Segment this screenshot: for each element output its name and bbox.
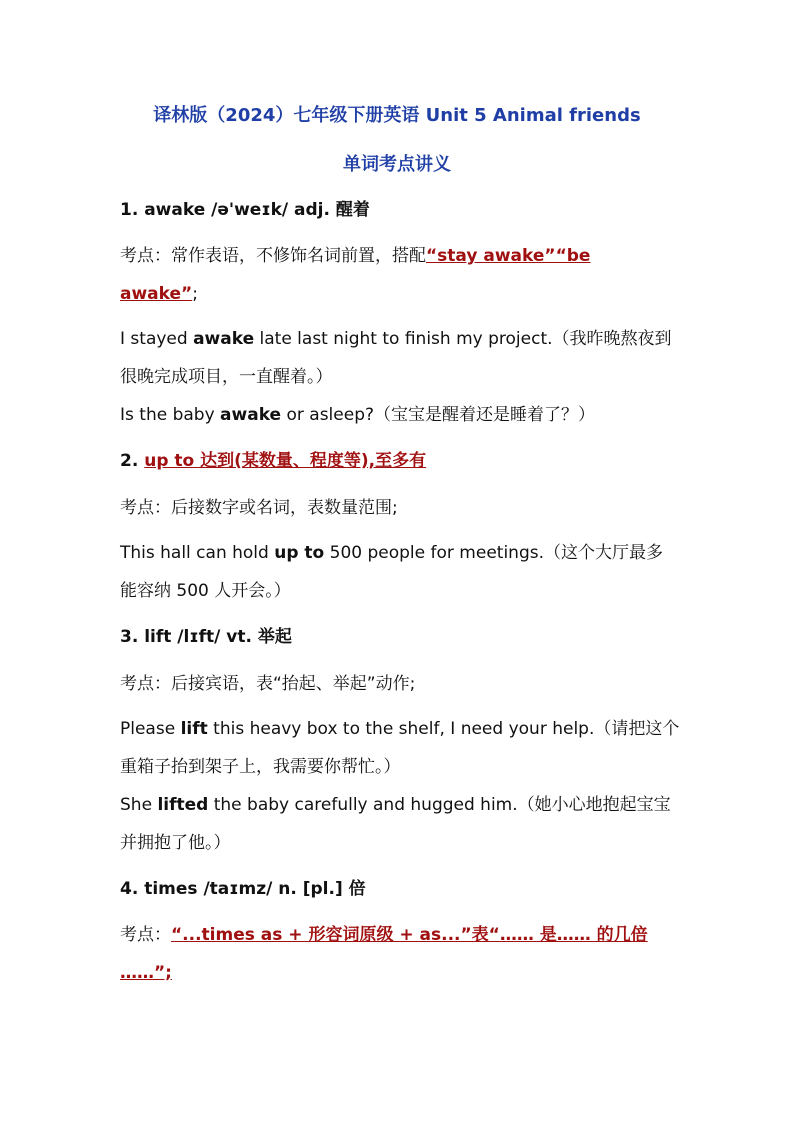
item-1-heading: 1. awake /ə'weɪk/ adj. 醒着 bbox=[120, 200, 370, 220]
example-text: late last night to finish my project.（我昨晚熬夜到 bbox=[254, 329, 672, 349]
item-2-heading bbox=[120, 450, 680, 472]
item-1-example-1 bbox=[120, 328, 680, 350]
example-text: I stayed bbox=[120, 329, 194, 349]
item-1-example-2 bbox=[120, 404, 680, 426]
example-keyword: lifted bbox=[157, 795, 209, 815]
example-text: Is the baby bbox=[120, 405, 221, 425]
item-1-collocation: “stay awake”“be bbox=[426, 246, 591, 266]
example-keyword: up to bbox=[274, 543, 325, 563]
item-2-phrase: up to 达到(某数量、程度等),至多有 bbox=[144, 451, 427, 471]
item-2-point: 考点：后接数字或名词，表数量范围; bbox=[120, 498, 398, 518]
item-2-example-1-cont: 能容纳 500 人开会。） bbox=[120, 581, 291, 601]
example-text: the baby carefully and hugged him.（她小心地抱起宝宝 bbox=[208, 795, 671, 815]
document-title: 译林版（2024）七年级下册英语 Unit 5 Animal friends bbox=[153, 105, 641, 126]
item-4-heading: 4. times /taɪmz/ n. [pl.] 倍 bbox=[120, 879, 366, 899]
item-3-heading: 3. lift /lɪft/ vt. 举起 bbox=[120, 627, 292, 647]
example-keyword: lift bbox=[180, 719, 208, 739]
example-text: 500 people for meetings.（这个大厅最多 bbox=[324, 543, 663, 563]
item-4-point-line-2 bbox=[120, 962, 680, 984]
example-text: This hall can hold bbox=[120, 543, 275, 563]
example-text: or asleep?（宝宝是醒着还是睡着了？） bbox=[281, 405, 596, 425]
document-subtitle: 单词考点讲义 bbox=[343, 154, 451, 175]
item-1-point-line-2 bbox=[120, 283, 680, 305]
example-keyword: awake bbox=[220, 405, 282, 425]
item-4-point-prefix: 考点： bbox=[120, 925, 171, 945]
item-4-pattern: “...times as + 形容词原级 + as...”表“…… 是…… 的几倍 bbox=[171, 925, 648, 945]
item-1-point-suffix: ; bbox=[192, 284, 198, 304]
item-3-example-2-cont: 并拥抱了他。） bbox=[120, 833, 231, 853]
item-1-collocation-cont: awake” bbox=[120, 284, 193, 304]
item-3-example-2 bbox=[120, 794, 680, 816]
item-4-pattern-cont: ……”; bbox=[120, 963, 172, 983]
item-3-example-1-cont: 重箱子抬到架子上，我需要你帮忙。） bbox=[120, 757, 401, 777]
example-keyword: awake bbox=[193, 329, 255, 349]
item-1-point-line-1 bbox=[120, 245, 680, 267]
item-1-point-prefix: 考点：常作表语，不修饰名词前置，搭配 bbox=[120, 246, 426, 266]
item-2-example-1 bbox=[120, 542, 680, 564]
item-4-point-line-1 bbox=[120, 924, 680, 946]
item-3-example-1 bbox=[120, 718, 680, 740]
example-text: She bbox=[120, 795, 158, 815]
item-2-number: 2. bbox=[120, 451, 145, 471]
item-3-point: 考点：后接宾语，表“抬起、举起”动作; bbox=[120, 674, 416, 694]
item-1-example-1-cont: 很晚完成项目，一直醒着。） bbox=[120, 367, 333, 387]
example-text: Please bbox=[120, 719, 181, 739]
example-text: this heavy box to the shelf, I need your help.（请把这个 bbox=[207, 719, 680, 739]
